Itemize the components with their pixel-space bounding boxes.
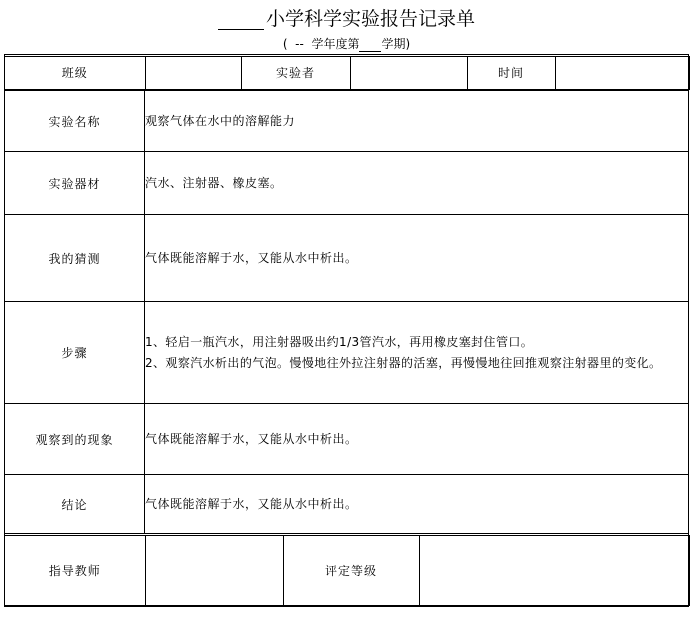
class-field[interactable]: [145, 56, 241, 89]
teacher-label: 指导教师: [5, 535, 145, 605]
time-field[interactable]: [555, 56, 689, 89]
steps-value[interactable]: [145, 302, 689, 404]
term-blank[interactable]: [359, 39, 381, 52]
info-row: [5, 55, 689, 91]
time-label: 时间: [467, 56, 555, 89]
grade-field[interactable]: [419, 535, 689, 605]
page-title: [0, 8, 693, 30]
equipment-value[interactable]: 汽水、注射器、橡皮塞。: [145, 152, 689, 215]
guess-value[interactable]: 气体既能溶解于水，又能从水中析出。: [145, 215, 689, 302]
equipment-label: 实验器材: [5, 152, 145, 215]
grade-label: 评定等级: [283, 535, 419, 605]
conclusion-label: 结论: [5, 475, 145, 534]
step-item-2: 2、观察汽水析出的气泡。慢慢地往外拉注射器的活塞，再慢慢地往回推观察注射器里的变化。: [145, 355, 662, 370]
page-subtitle: ( -- 学年度第 学期): [282, 37, 411, 51]
footer-row: [5, 534, 689, 607]
equipment-row: [5, 152, 689, 215]
experiment-name-row: [5, 91, 689, 152]
title-text: 小学科学实验报告记录单: [265, 8, 475, 30]
class-label: 班级: [5, 56, 145, 89]
steps-row: [5, 302, 689, 404]
step-item-1: 1、轻启一瓶汽水，用注射器吸出约1/3管汽水，再用橡皮塞封住管口。: [145, 334, 534, 349]
observation-value[interactable]: 气体既能溶解于水，又能从水中析出。: [145, 404, 689, 475]
conclusion-value[interactable]: 气体既能溶解于水，又能从水中析出。: [145, 475, 689, 534]
experimenter-field[interactable]: [350, 56, 467, 89]
guess-label: 我的猜测: [5, 215, 145, 302]
observation-row: [5, 404, 689, 475]
observation-label: 观察到的现象: [5, 404, 145, 475]
steps-label: 步骤: [5, 302, 145, 404]
experiment-name-value[interactable]: 观察气体在水中的溶解能力: [145, 91, 689, 152]
teacher-field[interactable]: [145, 535, 283, 605]
experiment-name-label: 实验名称: [5, 91, 145, 152]
guess-row: [5, 215, 689, 302]
conclusion-row: [5, 475, 689, 534]
report-form: [4, 54, 689, 607]
school-name-blank[interactable]: [218, 11, 264, 30]
experimenter-label: 实验者: [241, 56, 350, 89]
